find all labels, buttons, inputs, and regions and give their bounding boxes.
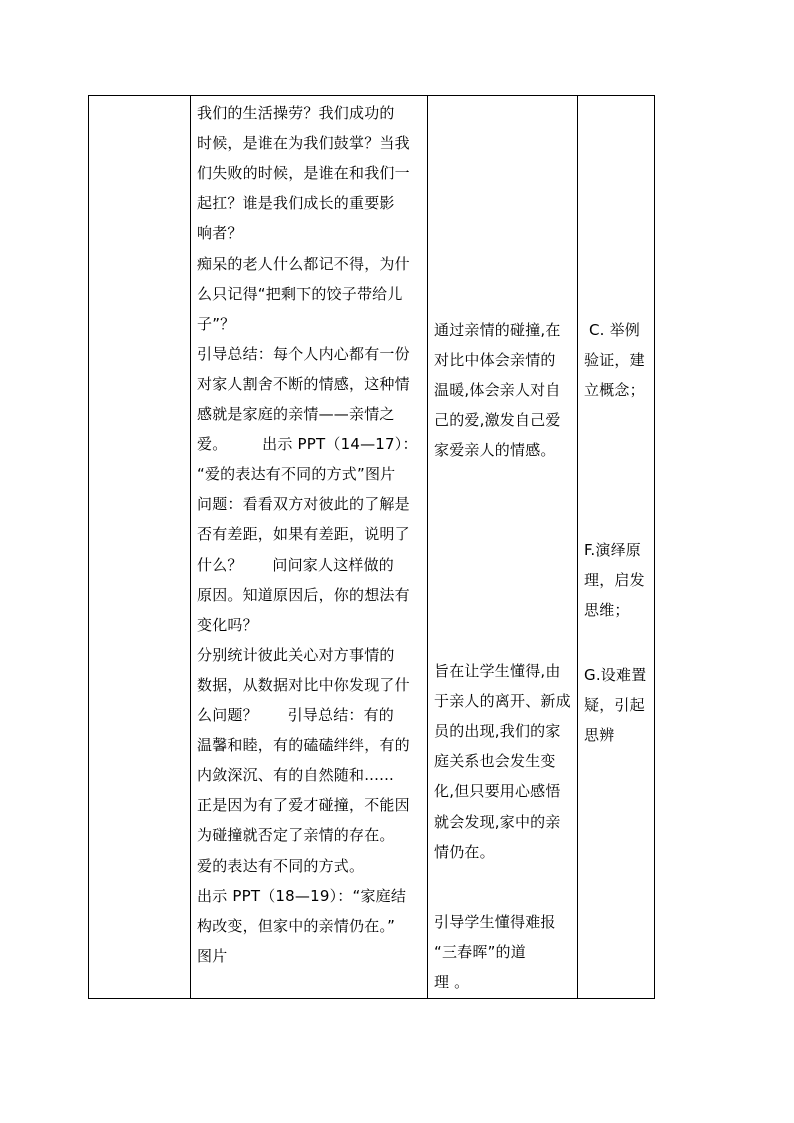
text-line: 们失败的时候，是谁在和我们一 <box>197 164 410 183</box>
text-line: 么问题？ 引导总结：有的 <box>197 706 395 724</box>
text-line: 就会发现,家中的亲 <box>434 812 561 831</box>
text-line: 温馨和睦，有的磕磕绊绊，有的 <box>197 736 410 755</box>
text-line: 图片 <box>197 946 228 965</box>
teaching-activity-cell <box>191 96 427 998</box>
text-line: 响者？ <box>197 224 243 243</box>
text-line: 我们的生活操劳？我们成功的 <box>197 104 395 122</box>
text-line: 验证，建 <box>584 351 645 370</box>
text-line: 理 。 <box>434 973 470 992</box>
text-line: 构改变，但家中的亲情仍在。” <box>197 916 396 935</box>
text-line: F.演绎原 <box>584 541 641 559</box>
design-intent-cell <box>428 96 577 998</box>
text-line: 化,但只要用心感悟 <box>434 782 561 801</box>
text-line: 己的爱,激发自己爱 <box>434 411 561 430</box>
text-line: 旨在让学生懂得,由 <box>434 662 561 680</box>
text-line: 正是因为有了爱才碰撞，不能因 <box>197 796 410 815</box>
text-line: 内敛深沉、有的自然随和...... <box>197 766 395 785</box>
text-line: 立概念； <box>584 381 645 400</box>
text-line: 什么？ 问问家人这样做的 <box>197 555 395 574</box>
text-line: 爱。 出示 PPT（14—17）： <box>197 435 418 454</box>
text-line: “爱的表达有不同的方式”图片 <box>197 465 396 484</box>
text-line: 员的出现,我们的家 <box>434 722 561 741</box>
text-line: 为碰撞就否定了亲情的存在。 <box>197 826 395 845</box>
text-line: 对家人割舍不断的情感，这种情 <box>197 374 410 393</box>
text-line: “三春晖”的道 <box>434 943 526 962</box>
text-line: 疑，引起 <box>584 696 645 715</box>
text-line: 家爱亲人的情感。 <box>434 441 556 460</box>
text-line: 温暖,体会亲人对自 <box>434 381 561 400</box>
text-line: 通过亲情的碰撞,在 <box>434 321 561 339</box>
text-line: 痴呆的老人什么都记不得，为什 <box>197 254 410 273</box>
text-line: 于亲人的离开、新成 <box>434 692 571 711</box>
text-line: 问题：看看双方对彼此的了解是 <box>197 495 410 514</box>
text-line: 子”？ <box>197 314 236 333</box>
text-line: G.设难置 <box>584 666 647 684</box>
text-line: 时候，是谁在为我们鼓掌？当我 <box>197 134 410 153</box>
text-line: 情仍在。 <box>434 842 495 861</box>
text-line: 原因。知道原因后，你的想法有 <box>197 585 410 604</box>
text-line: 理，启发 <box>584 571 645 590</box>
text-line: 对比中体会亲情的 <box>434 351 556 370</box>
text-line: 么只记得“把剩下的饺子带给儿 <box>197 284 403 303</box>
lesson-plan-table <box>88 95 655 999</box>
text-line: 数据，从数据对比中你发现了什 <box>197 675 410 694</box>
text-line: 思维； <box>584 601 630 620</box>
text-line: 变化吗？ <box>197 615 258 634</box>
text-line: 思辨 <box>584 726 615 745</box>
text-line: 否有差距，如果有差距，说明了 <box>197 525 410 544</box>
text-line: 庭关系也会发生变 <box>434 752 556 771</box>
empty-stage-cell <box>89 96 190 998</box>
text-line: C. 举例 <box>584 321 640 339</box>
text-line: 引导总结：每个人内心都有一份 <box>197 344 410 363</box>
text-line: 感就是家庭的亲情——亲情之 <box>197 405 395 423</box>
text-line: 起扛？谁是我们成长的重要影 <box>197 194 395 213</box>
text-line: 爱的表达有不同的方式。 <box>197 856 365 875</box>
text-line: 出示 PPT（18—19）：“家庭结 <box>197 886 407 905</box>
text-line: 引导学生懂得难报 <box>434 913 556 931</box>
text-line: 分别统计彼此关心对方事情的 <box>197 645 395 664</box>
teaching-method-cell <box>578 96 656 998</box>
